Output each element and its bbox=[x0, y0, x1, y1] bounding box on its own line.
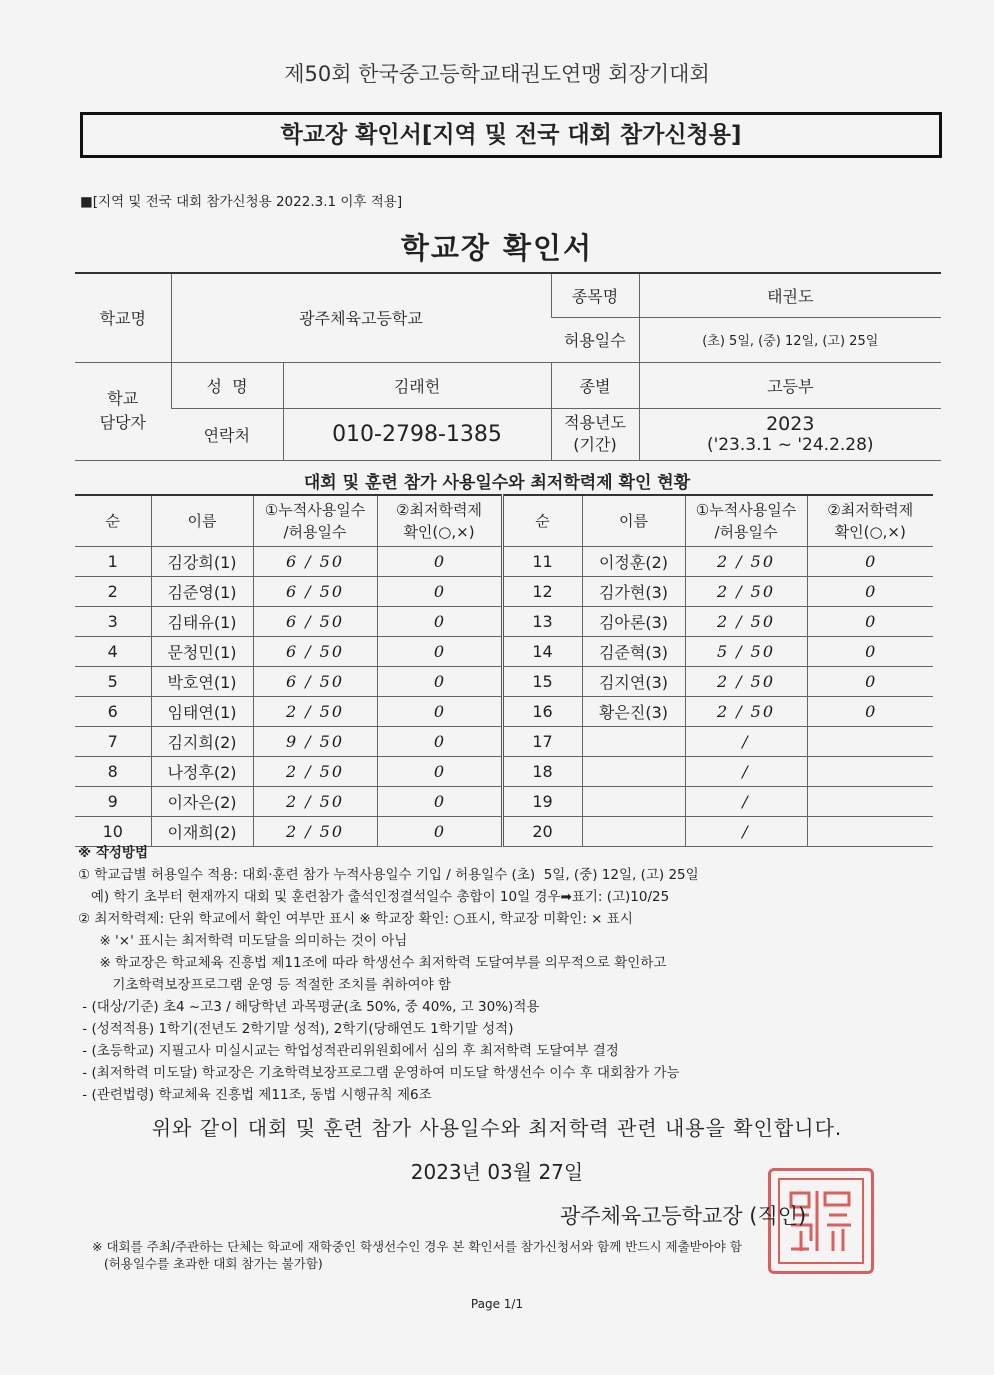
min-academic-check: 0 bbox=[377, 607, 502, 637]
min-academic-check: 0 bbox=[377, 727, 502, 757]
instruction-line: - (대상/기준) 초4 ~고3 / 해당학년 과목평균(초 50%, 중 40%, 고 30%)적용 bbox=[78, 999, 540, 1015]
footnote-line: ※ 대회를 주최/주관하는 단체는 학교에 재학중인 학생선수인 경우 본 확인서를 참가신청서와 함께 반드시 제출받아야 함 bbox=[92, 1239, 742, 1254]
table-row bbox=[75, 637, 933, 667]
min-academic-check: 0 bbox=[807, 577, 933, 607]
page-number: Page 1/1 bbox=[470, 1297, 524, 1311]
applicability-note: ■[지역 및 전국 대회 참가신청용 2022.3.1 이후 적용] bbox=[80, 194, 403, 210]
division-label: 종별 bbox=[551, 362, 639, 408]
min-academic-check bbox=[807, 787, 933, 817]
row-number: 5 bbox=[75, 667, 151, 697]
instruction-line: - (초등학교) 지필고사 미실시교는 학업성적관리위원회에서 심의 후 최저학력 도달여부 결정 bbox=[78, 1043, 619, 1059]
contact-value: 010-2798-1385 bbox=[283, 408, 551, 460]
used-days: / bbox=[685, 817, 807, 847]
athlete-name: 김아론(3) bbox=[582, 607, 685, 637]
period-value: ('23.3.1 ~ '24.2.28) bbox=[706, 435, 874, 455]
athlete-name: 박호연(1) bbox=[151, 667, 253, 697]
row-number: 19 bbox=[502, 787, 582, 817]
min-academic-check: 0 bbox=[377, 757, 502, 787]
row-number: 12 bbox=[502, 577, 582, 607]
athlete-name bbox=[582, 787, 685, 817]
event-value: 태권도 bbox=[639, 273, 941, 317]
min-academic-check: 0 bbox=[377, 697, 502, 727]
roster-body bbox=[75, 495, 933, 847]
row-number: 6 bbox=[75, 697, 151, 727]
school-label: 학교명 bbox=[75, 273, 171, 362]
row-number: 15 bbox=[502, 667, 582, 697]
table-row bbox=[75, 787, 933, 817]
athlete-name: 이재희(2) bbox=[151, 817, 253, 847]
row-number: 16 bbox=[502, 697, 582, 727]
min-academic-check: 0 bbox=[377, 577, 502, 607]
athlete-name: 김가현(3) bbox=[582, 577, 685, 607]
signing-date: 2023년 03월 27일 bbox=[410, 1160, 584, 1184]
school-info-table bbox=[75, 272, 941, 461]
instruction-line: - (관련법령) 학교체육 진흥법 제11조, 동법 시행규칙 제6조 bbox=[78, 1087, 432, 1103]
used-days: 6 / 50 bbox=[253, 637, 377, 667]
used-days: 6 / 50 bbox=[253, 607, 377, 637]
min-academic-check: 0 bbox=[377, 787, 502, 817]
used-days: 2 / 50 bbox=[685, 667, 807, 697]
row-number: 1 bbox=[75, 547, 151, 577]
athlete-name: 김강희(1) bbox=[151, 547, 253, 577]
col-name: 이름 bbox=[151, 495, 253, 547]
status-subtitle: 대회 및 훈련 참가 사용일수와 최저학력제 확인 현황 bbox=[303, 473, 691, 493]
table-row bbox=[75, 577, 933, 607]
event-label: 종목명 bbox=[551, 273, 639, 317]
footnote bbox=[92, 1238, 742, 1272]
used-days: 6 / 50 bbox=[253, 547, 377, 577]
athlete-name: 김준영(1) bbox=[151, 577, 253, 607]
col-check-right: ②최저학력제 확인(○,×) bbox=[807, 495, 933, 547]
athlete-name: 나정후(2) bbox=[151, 757, 253, 787]
col-days: ①누적사용일수 /허용일수 bbox=[253, 495, 377, 547]
table-row bbox=[75, 697, 933, 727]
row-number: 11 bbox=[502, 547, 582, 577]
col-check: ②최저학력제 확인(○,×) bbox=[377, 495, 502, 547]
table-row bbox=[75, 757, 933, 787]
table-row bbox=[75, 547, 933, 577]
athlete-name: 김지연(3) bbox=[582, 667, 685, 697]
used-days: 2 / 50 bbox=[253, 817, 377, 847]
min-academic-check bbox=[807, 727, 933, 757]
used-days: 2 / 50 bbox=[685, 607, 807, 637]
used-days: 2 / 50 bbox=[685, 547, 807, 577]
year-value: 2023 bbox=[766, 413, 815, 435]
competition-header: 제50회 한국중고등학교태권도연맹 회장기대회 bbox=[284, 62, 710, 86]
athlete-name: 황은진(3) bbox=[582, 697, 685, 727]
instruction-line: ※ 작성방법 bbox=[78, 845, 148, 861]
instruction-line: ① 학교급별 허용일수 적용: 대회·훈련 참가 누적사용일수 기입 / 허용일수 (초) 5일, (중) 12일, (고) 25일 bbox=[78, 867, 699, 883]
row-number: 9 bbox=[75, 787, 151, 817]
allowed-days-label: 허용일수 bbox=[551, 317, 639, 362]
row-number: 17 bbox=[502, 727, 582, 757]
manager-label: 학교 담당자 bbox=[75, 362, 171, 460]
used-days: 2 / 50 bbox=[253, 757, 377, 787]
allowed-days-value: (초) 5일, (중) 12일, (고) 25일 bbox=[639, 317, 941, 362]
min-academic-check: 0 bbox=[807, 547, 933, 577]
instruction-line: ※ 학교장은 학교체육 진흥법 제11조에 따라 학생선수 최저학력 도달여부를 의무적으로 확인하고 bbox=[78, 955, 667, 971]
roster-header-row bbox=[75, 495, 933, 547]
min-academic-check: 0 bbox=[807, 637, 933, 667]
athlete-name bbox=[582, 727, 685, 757]
athlete-name: 임태연(1) bbox=[151, 697, 253, 727]
table-row bbox=[75, 667, 933, 697]
used-days: 2 / 50 bbox=[253, 787, 377, 817]
athlete-name: 이정훈(2) bbox=[582, 547, 685, 577]
col-no: 순 bbox=[75, 495, 151, 547]
instruction-line: ※ '×' 표시는 최저학력 미도달을 의미하는 것이 아님 bbox=[78, 933, 408, 949]
col-name-right: 이름 bbox=[582, 495, 685, 547]
athlete-roster-table bbox=[75, 494, 933, 847]
col-no-right: 순 bbox=[502, 495, 582, 547]
footnote-line: (허용일수를 초과한 대회 참가는 불가함) bbox=[92, 1256, 323, 1271]
used-days: 2 / 50 bbox=[253, 697, 377, 727]
instruction-line: - (최저학력 미도달) 학교장은 기초학력보장프로그램 운영하여 미도달 학생선수 이수 후 대회참가 가능 bbox=[78, 1065, 680, 1081]
min-academic-check: 0 bbox=[377, 547, 502, 577]
min-academic-check: 0 bbox=[377, 637, 502, 667]
athlete-name: 김준혁(3) bbox=[582, 637, 685, 667]
used-days: 6 / 50 bbox=[253, 667, 377, 697]
table-row bbox=[75, 727, 933, 757]
min-academic-check bbox=[807, 757, 933, 787]
col-days-right: ①누적사용일수 /허용일수 bbox=[685, 495, 807, 547]
contact-label: 연락처 bbox=[171, 408, 283, 460]
instruction-line: ② 최저학력제: 단위 학교에서 확인 여부만 표시 ※ 학교장 확인: ○표시, 학교장 미확인: × 표시 bbox=[78, 911, 633, 927]
row-number: 4 bbox=[75, 637, 151, 667]
row-number: 14 bbox=[502, 637, 582, 667]
division-value: 고등부 bbox=[639, 362, 941, 408]
used-days: / bbox=[685, 757, 807, 787]
instruction-line: 예) 학기 초부터 현재까지 대회 및 훈련참가 출석인정결석일수 총합이 10일 경우➡표기: (고)10/25 bbox=[78, 889, 670, 905]
min-academic-check: 0 bbox=[377, 817, 502, 847]
used-days: / bbox=[685, 787, 807, 817]
athlete-name: 김태유(1) bbox=[151, 607, 253, 637]
used-days: 2 / 50 bbox=[685, 577, 807, 607]
row-number: 20 bbox=[502, 817, 582, 847]
year-cell bbox=[639, 408, 941, 460]
row-number: 18 bbox=[502, 757, 582, 787]
instruction-line: 기초학력보장프로그램 운영 등 적절한 조치를 취하여야 함 bbox=[78, 977, 452, 993]
used-days: / bbox=[685, 727, 807, 757]
athlete-name: 문청민(1) bbox=[151, 637, 253, 667]
min-academic-check: 0 bbox=[377, 667, 502, 697]
name-value: 김래헌 bbox=[283, 362, 551, 408]
min-academic-check: 0 bbox=[807, 667, 933, 697]
min-academic-check: 0 bbox=[807, 607, 933, 637]
principal-signature: 광주체육고등학교장 (직인) bbox=[560, 1204, 807, 1228]
table-row bbox=[75, 607, 933, 637]
athlete-name: 김지희(2) bbox=[151, 727, 253, 757]
instructions bbox=[78, 842, 938, 1106]
school-value: 광주체육고등학교 bbox=[171, 273, 551, 362]
instruction-line: - (성적적용) 1학기(전년도 2학기말 성적), 2학기(당해연도 1학기말 성적) bbox=[78, 1021, 514, 1037]
used-days: 5 / 50 bbox=[685, 637, 807, 667]
row-number: 3 bbox=[75, 607, 151, 637]
year-label: 적용년도 (기간) bbox=[551, 408, 639, 460]
row-number: 7 bbox=[75, 727, 151, 757]
form-title-box: 학교장 확인서[지역 및 전국 대회 참가신청용] bbox=[80, 112, 942, 158]
used-days: 6 / 50 bbox=[253, 577, 377, 607]
main-title: 학교장 확인서 bbox=[400, 231, 594, 265]
row-number: 10 bbox=[75, 817, 151, 847]
row-number: 13 bbox=[502, 607, 582, 637]
confirmation-statement: 위와 같이 대회 및 훈련 참가 사용일수와 최저학력 관련 내용을 확인합니다. bbox=[151, 1116, 843, 1140]
used-days: 2 / 50 bbox=[685, 697, 807, 727]
athlete-name bbox=[582, 757, 685, 787]
athlete-name: 이자은(2) bbox=[151, 787, 253, 817]
name-label: 성 명 bbox=[171, 362, 283, 408]
row-number: 8 bbox=[75, 757, 151, 787]
used-days: 9 / 50 bbox=[253, 727, 377, 757]
row-number: 2 bbox=[75, 577, 151, 607]
min-academic-check: 0 bbox=[807, 697, 933, 727]
